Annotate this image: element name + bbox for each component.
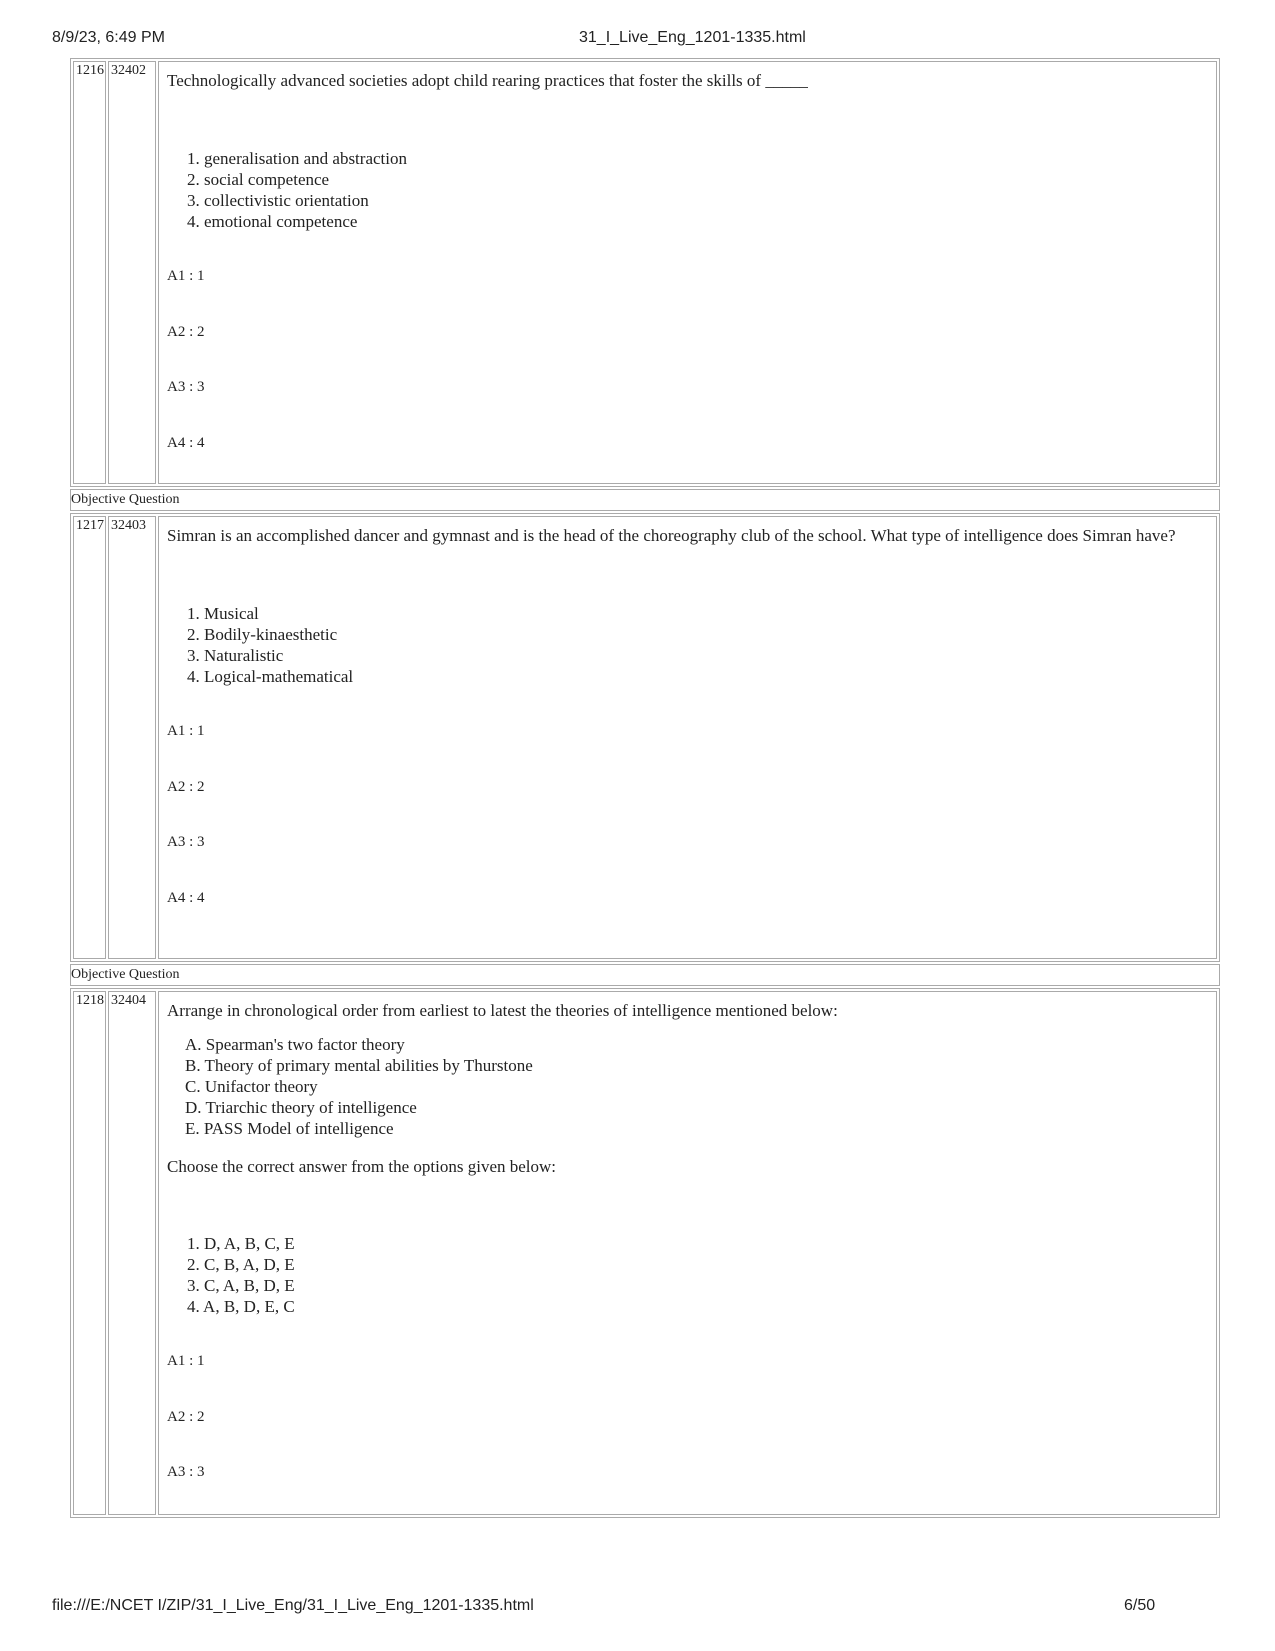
statement-item: A. Spearman's two factor theory <box>185 1035 405 1054</box>
question-number: 1216 <box>73 61 106 484</box>
answer-item: A1 : 1 <box>167 268 205 284</box>
answer-item: A1 : 1 <box>167 1353 205 1369</box>
question-list <box>70 58 1220 1518</box>
answer-item: A4 : 4 <box>167 434 205 451</box>
question-type-label: Objective Question <box>70 964 1220 986</box>
question-body <box>158 61 1217 484</box>
option-item: 1. generalisation and abstraction <box>187 149 407 168</box>
question-number: 1218 <box>73 991 106 1515</box>
question-id: 32403 <box>108 516 156 959</box>
answer-item: A4 : 4 <box>167 889 205 906</box>
question-instruction: Choose the correct answer from the options given below: <box>167 1157 557 1176</box>
question-body <box>158 516 1217 959</box>
option-item: 3. Naturalistic <box>187 646 284 665</box>
option-item: 2. C, B, A, D, E <box>187 1255 295 1274</box>
options-list <box>187 603 1208 687</box>
statement-item: D. Triarchic theory of intelligence <box>185 1098 417 1117</box>
option-item: 2. Bodily-kinaesthetic <box>187 625 338 644</box>
statements-list <box>185 1034 1208 1139</box>
option-item: 4. A, B, D, E, C <box>187 1297 295 1316</box>
answer-item: A2 : 2 <box>167 1408 205 1425</box>
option-item: 4. Logical-mathematical <box>187 667 354 686</box>
option-item: 1. D, A, B, C, E <box>187 1234 295 1253</box>
header-datetime: 8/9/23, 6:49 PM <box>52 29 165 46</box>
question-1216 <box>70 58 1220 487</box>
footer-page-number: 6/50 <box>1124 1597 1156 1614</box>
question-1218 <box>70 988 1220 1518</box>
question-body <box>158 991 1217 1515</box>
footer-path: file:///E:/NCET I/ZIP/31_I_Live_Eng/31_I_Live_Eng_1201-1335.html <box>52 1597 534 1614</box>
question-text: Arrange in chronological order from earliest to latest the theories of intelligence mentioned below: <box>167 1001 838 1020</box>
option-item: 4. emotional competence <box>187 212 358 231</box>
header-title: 31_I_Live_Eng_1201-1335.html <box>579 29 806 46</box>
answer-item: A2 : 2 <box>167 323 205 340</box>
answer-item: A1 : 1 <box>167 723 205 739</box>
answer-item: A3 : 3 <box>167 1464 205 1480</box>
question-text: Simran is an accomplished dancer and gymnast and is the head of the choreography club of the school. What type of intelligence does Simran have? <box>167 526 1176 545</box>
options-list <box>187 148 1208 232</box>
option-item: 2. social competence <box>187 170 330 189</box>
option-item: 3. C, A, B, D, E <box>187 1276 295 1295</box>
statement-item: B. Theory of primary mental abilities by Thurstone <box>185 1056 533 1075</box>
statement-item: C. Unifactor theory <box>185 1077 318 1096</box>
answer-item: A3 : 3 <box>167 379 205 395</box>
option-item: 3. collectivistic orientation <box>187 191 369 210</box>
option-item: 1. Musical <box>187 604 259 623</box>
question-type-label: Objective Question <box>70 489 1220 511</box>
answer-item: A2 : 2 <box>167 778 205 795</box>
question-number: 1217 <box>73 516 106 959</box>
question-text: Technologically advanced societies adopt child rearing practices that foster the skills of _____ <box>167 71 808 90</box>
question-id: 32402 <box>108 61 156 484</box>
statement-item: E. PASS Model of intelligence <box>185 1119 394 1138</box>
question-1217 <box>70 513 1220 962</box>
question-id: 32404 <box>108 991 156 1515</box>
options-list <box>187 1233 1208 1317</box>
answer-item: A3 : 3 <box>167 834 205 850</box>
